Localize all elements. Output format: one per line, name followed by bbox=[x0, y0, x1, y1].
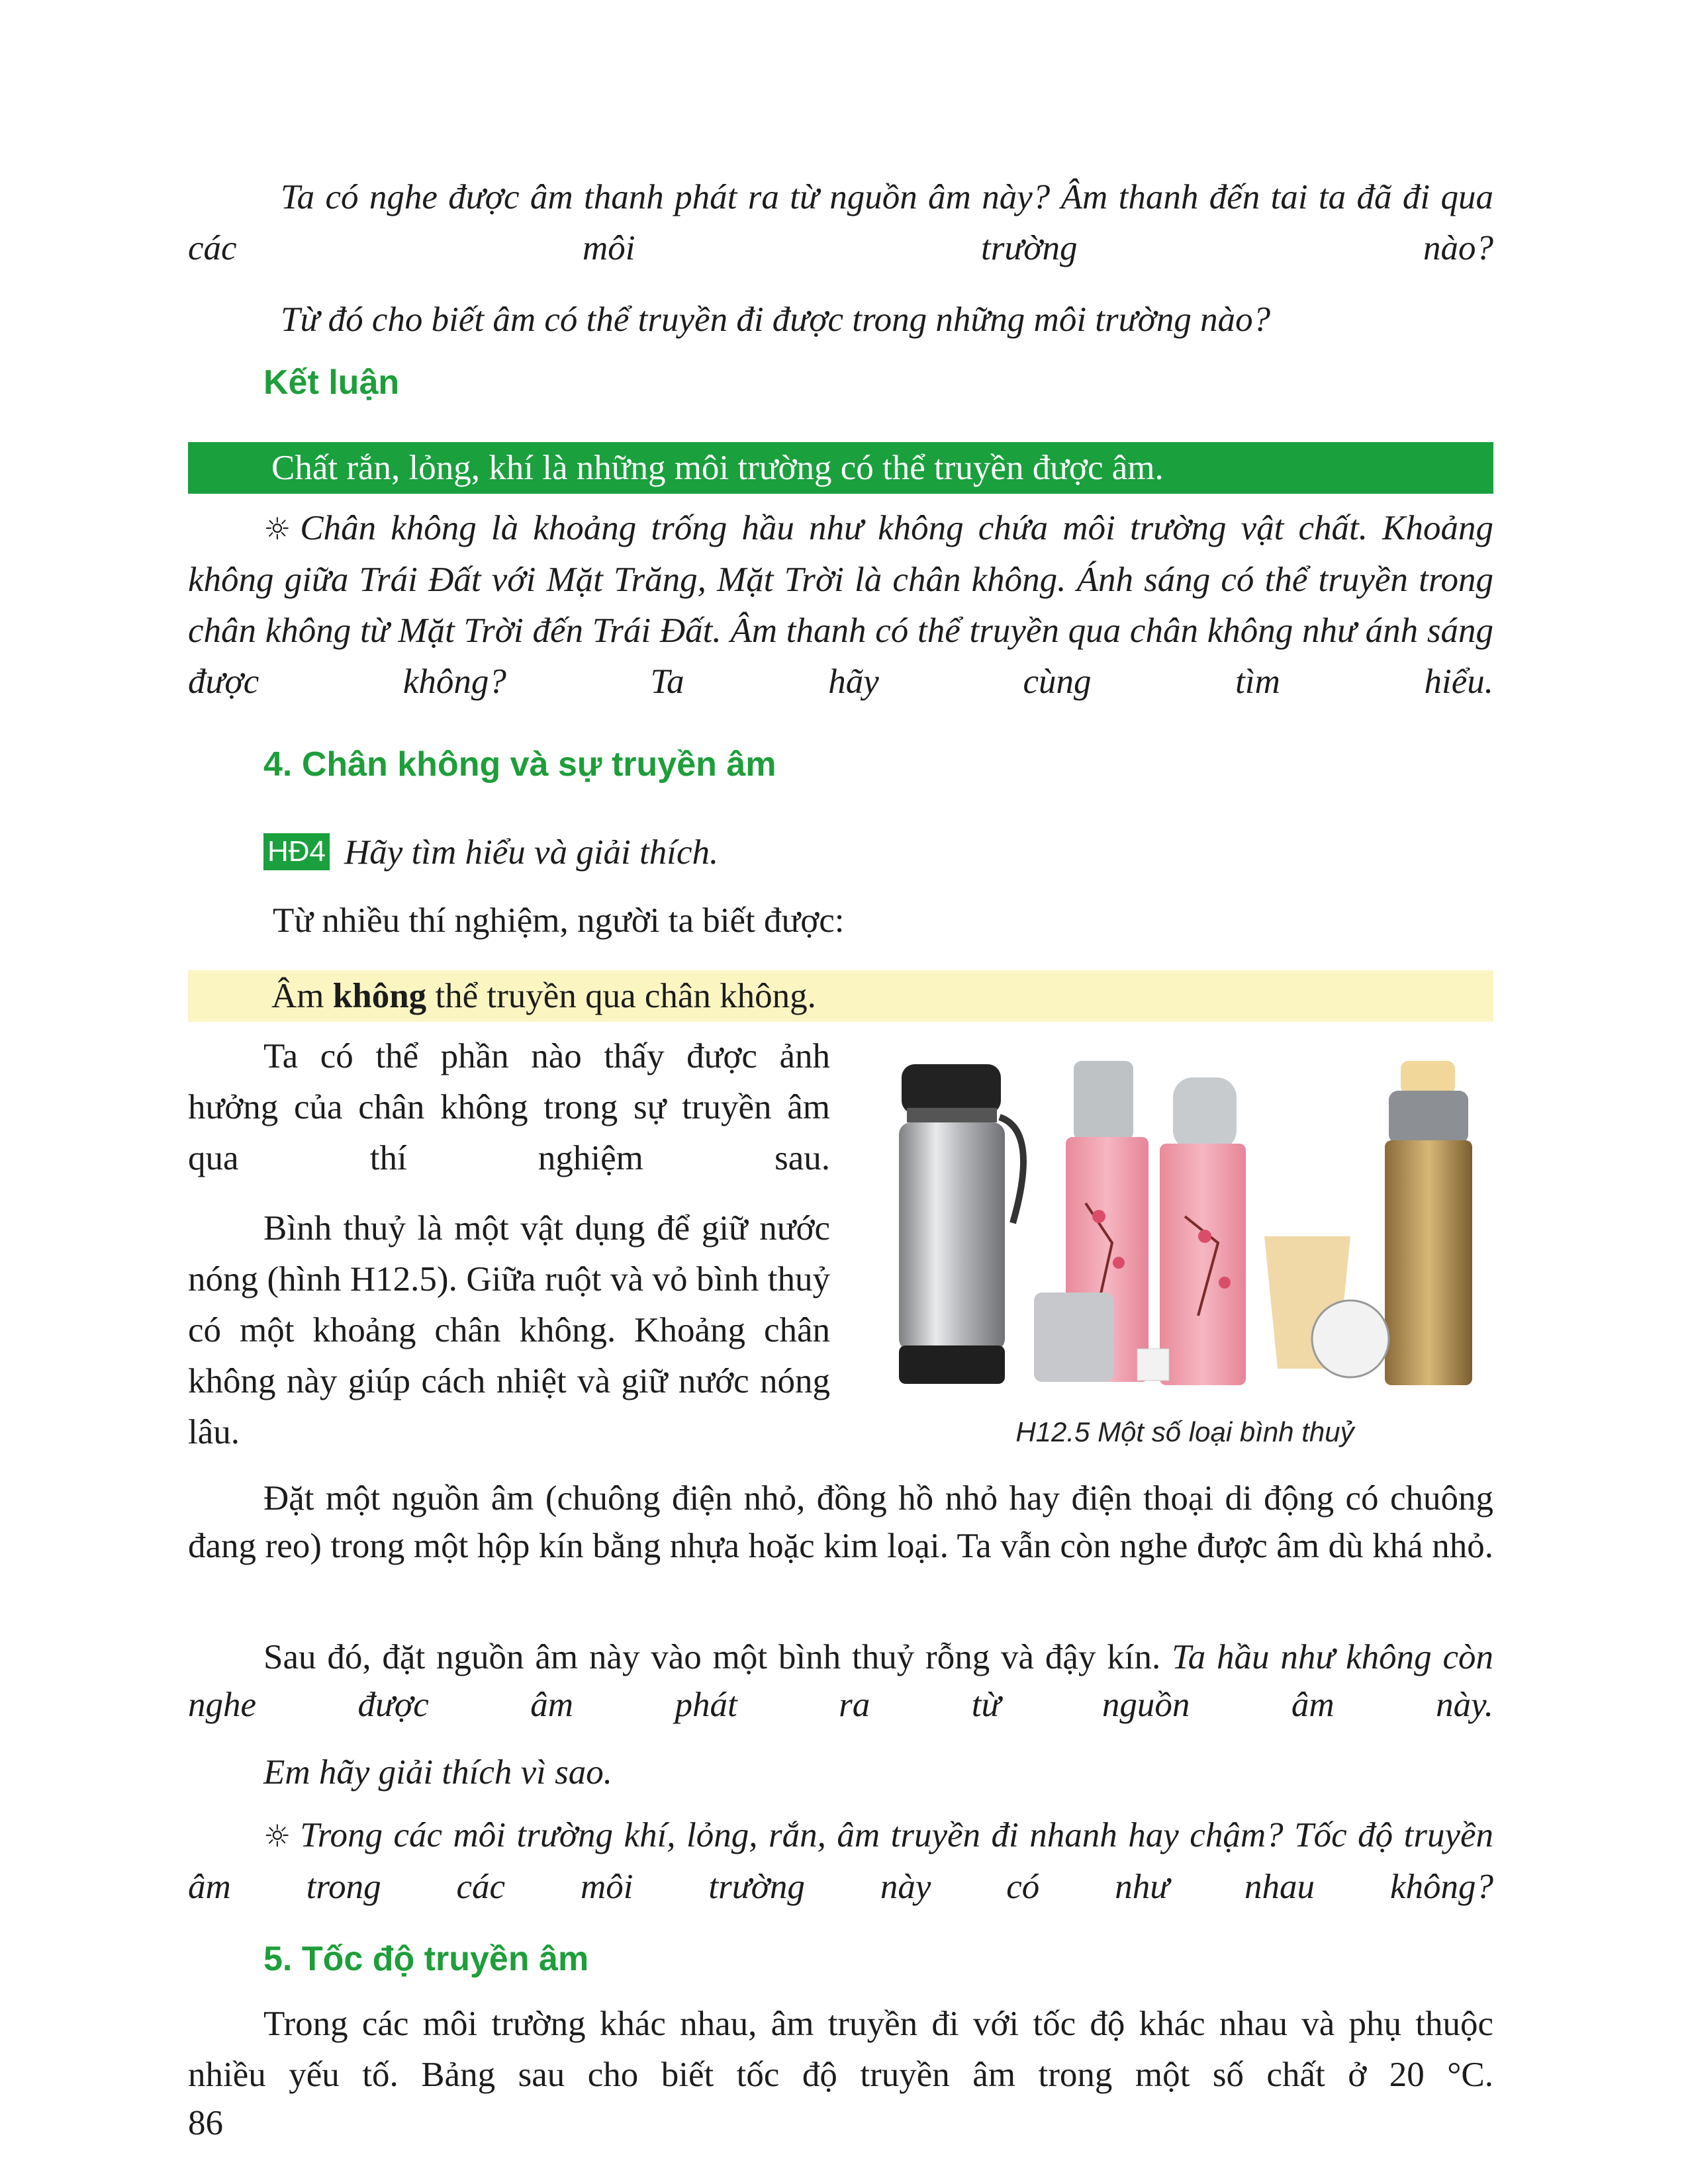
conclusion-text: Chất rắn, lỏng, khí là những môi trường có thể truyền được âm. bbox=[271, 449, 1164, 487]
section-4-heading: 4. Chân không và sự truyền âm bbox=[263, 745, 776, 784]
paragraph-thermos-test: Sau đó, đặt nguồn âm này vào một bình thuỷ rỗng và đậy kín. Ta hầu như không còn nghe được âm phát ra từ nguồn âm này. bbox=[188, 1638, 1493, 1724]
figure-caption: H12.5 Một số loại bình thuỷ bbox=[1015, 1416, 1354, 1447]
section-5-text: Trong các môi trường khác nhau, âm truyền đi với tốc độ khác nhau và phụ thuộc nhiều yếu tố. Bảng sau cho biết tốc độ truyền âm trong một số chất ở 20 °C. bbox=[188, 2005, 1493, 2094]
vacuum-intro bbox=[188, 503, 1493, 707]
paragraph-sound-source: Đặt một nguồn âm (chuông điện nhỏ, đồng hồ nhỏ hay điện thoại di động có chuông đang reo) trong một hộp kín bằng nhựa hoặc kim loại. Ta vẫn còn nghe được âm dù khá nhỏ. bbox=[188, 1479, 1493, 1565]
intro-question-1: Ta có nghe được âm thanh phát ra từ nguồn âm này? Âm thanh đến tai ta đã đi qua các môi trường nào? bbox=[188, 178, 1493, 267]
intro-question-2: Từ đó cho biết âm có thể truyền đi được trong những môi trường nào? bbox=[281, 300, 1271, 339]
conclusion-box bbox=[188, 442, 1493, 494]
activity-badge: HĐ4 bbox=[263, 833, 330, 870]
explain-prompt: Em hãy giải thích vì sao. bbox=[263, 1753, 612, 1792]
highlight-box bbox=[188, 970, 1493, 1022]
vacuum-intro-text: Chân không là khoảng trống hầu như không chứa môi trường vật chất. Khoảng không giữa Trái Đất với Mặt Trăng, Mặt Trời là chân không. Ánh sáng có thể truyền trong chân không từ Mặt Trời đến Trái Đất. Âm thanh có thể truyền qua chân không như ánh sáng được không? Ta hãy cùng tìm hiểu. bbox=[188, 509, 1493, 701]
sun-icon: ☼ bbox=[263, 1818, 291, 1854]
speed-question: ☼ Trong các môi trường khí, lỏng, rắn, âm truyền đi nhanh hay chậm? Tốc độ truyền âm trong các môi trường này có như nhau không? bbox=[188, 1816, 1493, 1906]
conclusion-heading: Kết luận bbox=[263, 363, 400, 402]
page-number: 86 bbox=[188, 2104, 223, 2142]
sun-icon: ☼ bbox=[263, 511, 291, 547]
paragraph-vacuum-effect: Ta có thể phần nào thấy được ảnh hưởng của chân không trong sự truyền âm qua thí nghiệm sau. bbox=[188, 1037, 830, 1177]
highlight-text: Âm không thể truyền qua chân không. bbox=[271, 977, 816, 1015]
thermos-figure bbox=[887, 1044, 1493, 1395]
section-5-heading: 5. Tốc độ truyền âm bbox=[263, 1940, 589, 1978]
paragraph-thermos: Bình thuỷ là một vật dụng để giữ nước nóng (hình H12.5). Giữa ruột và vỏ bình thuỷ có một khoảng chân không. Khoảng chân không này giúp cách nhiệt và giữ nước nóng lâu. bbox=[188, 1209, 830, 1451]
activity-text: Hãy tìm hiểu và giải thích. bbox=[344, 833, 719, 872]
experiments-text: Từ nhiều thí nghiệm, người ta biết được: bbox=[273, 901, 845, 940]
activity-hd4 bbox=[263, 827, 718, 878]
